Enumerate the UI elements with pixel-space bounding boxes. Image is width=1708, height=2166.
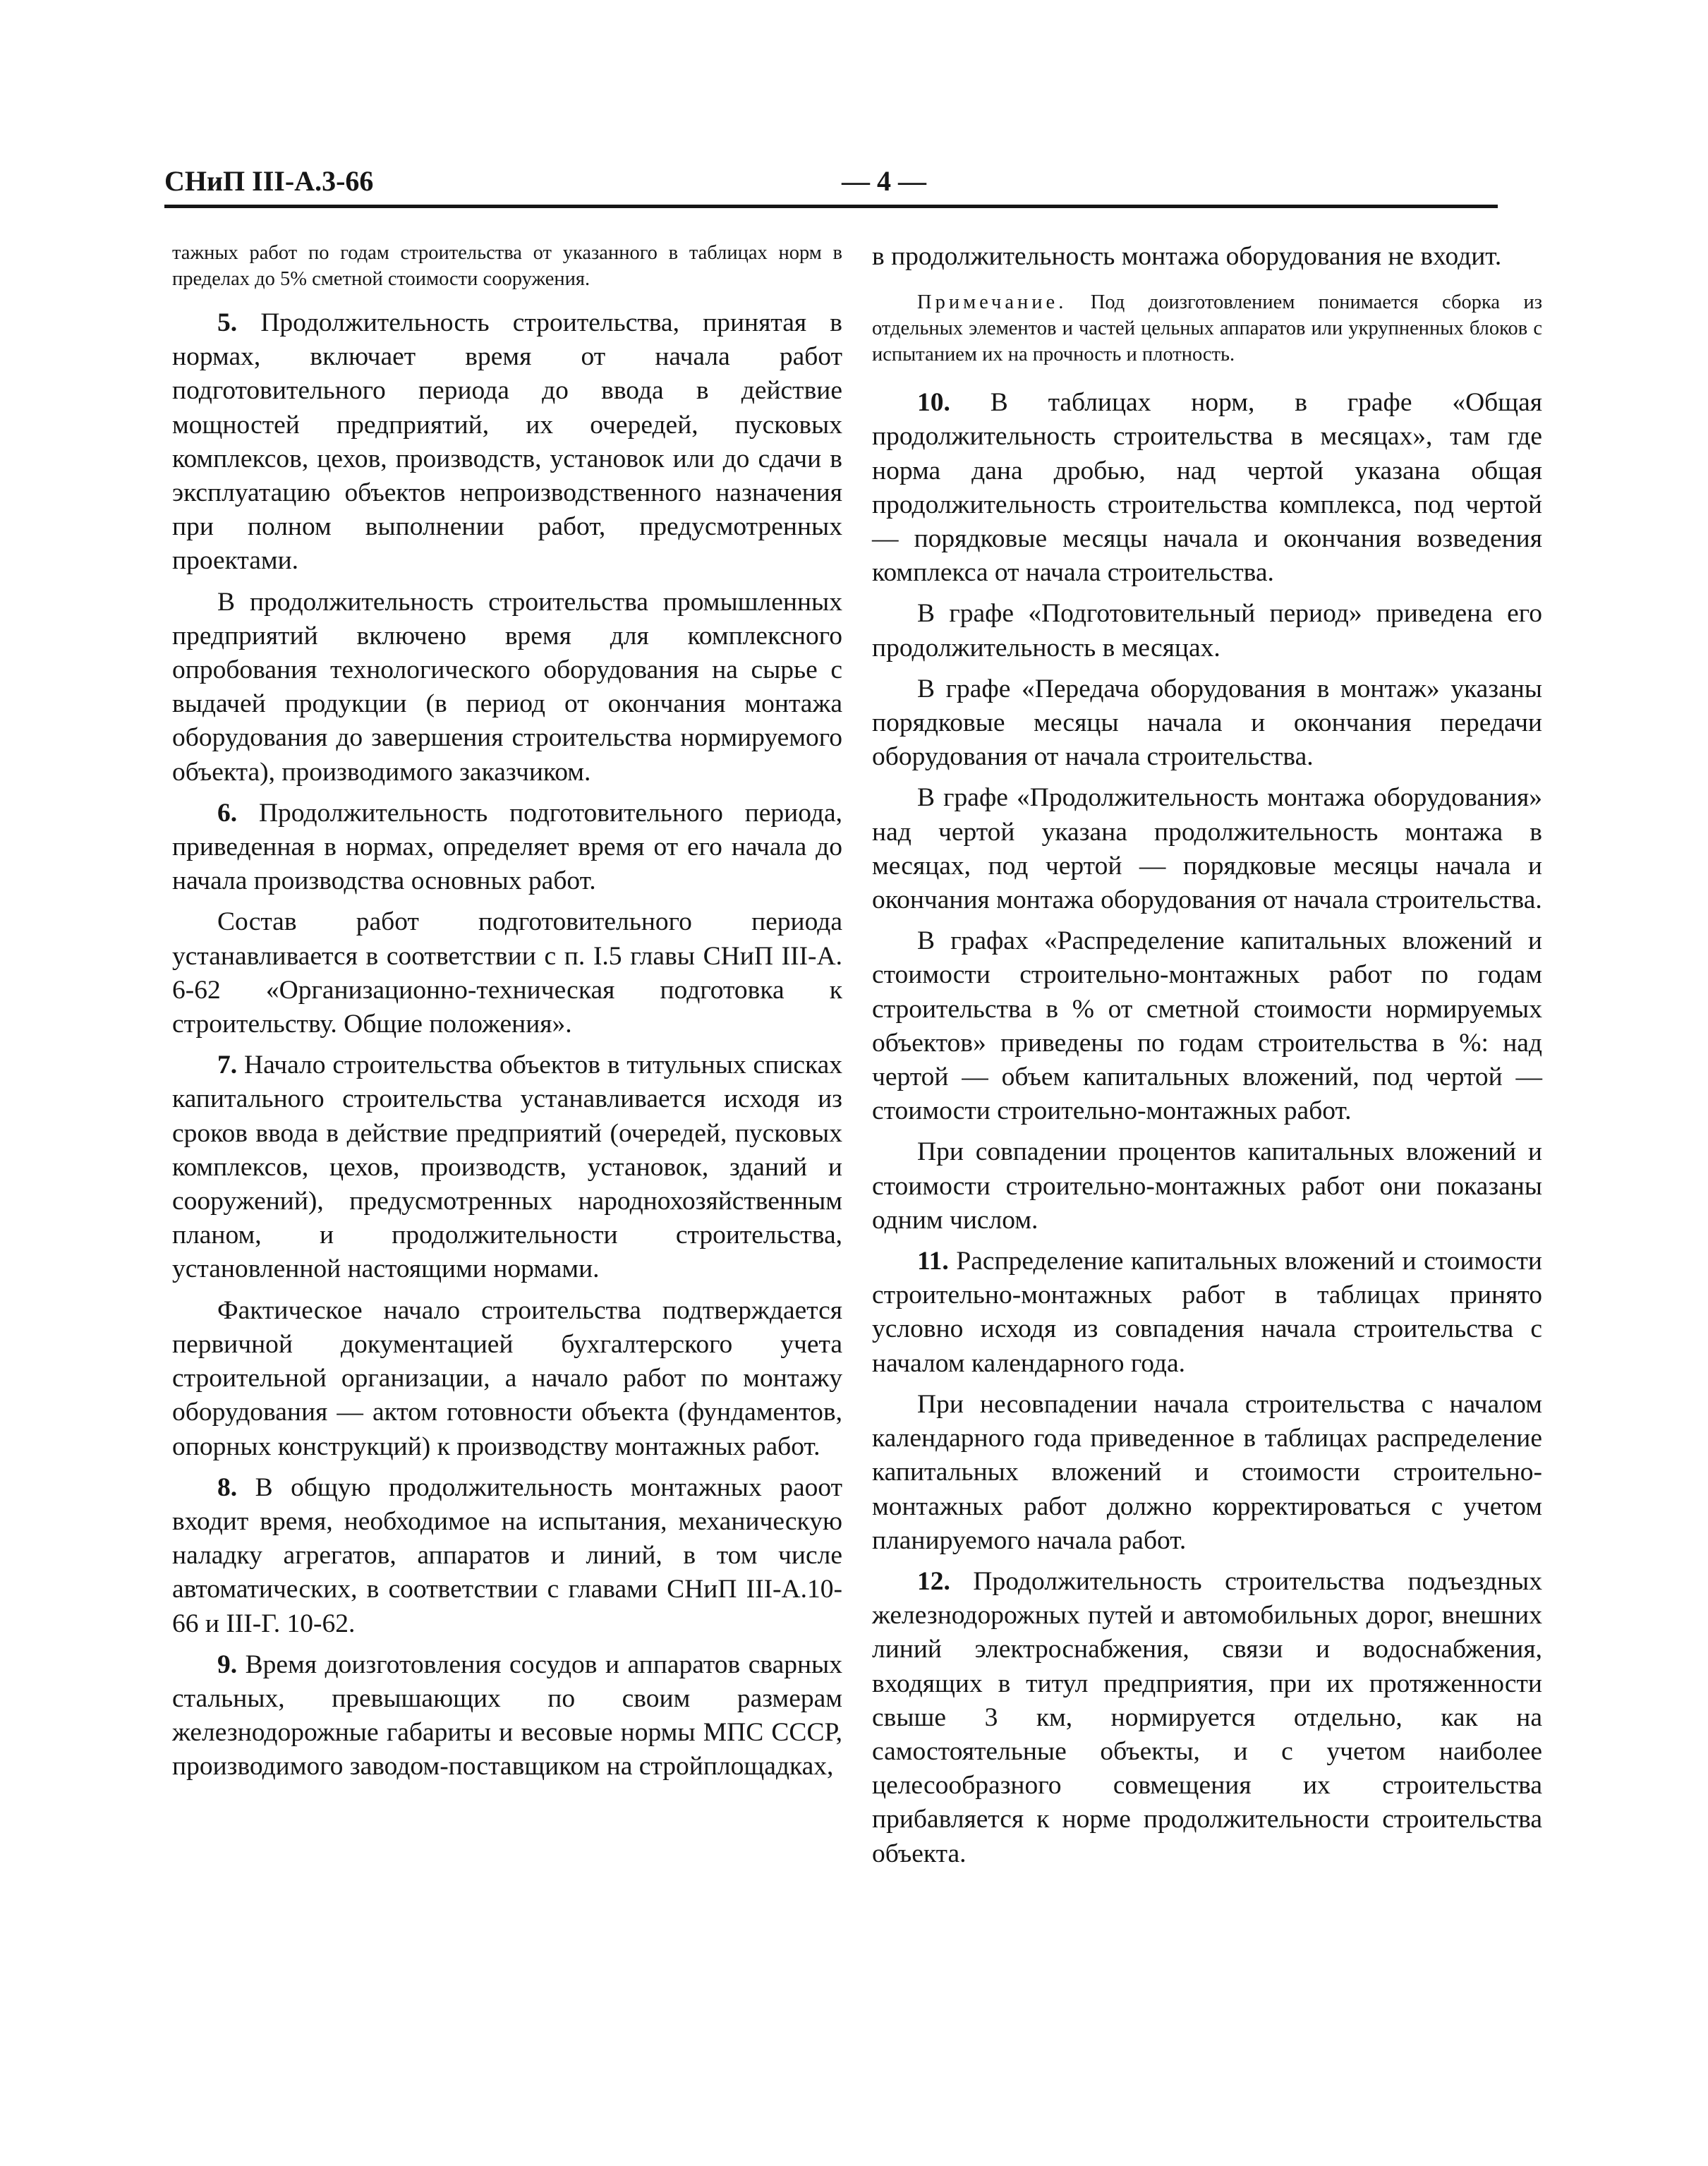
paragraph: При несовпадении начала строительства с началом календарного года приведенное в таблицах распределение капитальных вложений и стоимости строительно-монтажных работ должно корректироваться с учетом планируемого начала работ. xyxy=(872,1389,1542,1555)
clause-text: В общую продолжительность монтажных раоот входит время, необходимое на испытания, механическую наладку агрегатов, аппаратов и линий, в том числе автоматических, в соответствии с главами СНиП III-А.10-66 и III-Г. 10-62. xyxy=(172,1472,843,1638)
clause-number: 11. xyxy=(917,1247,949,1276)
clause-text: Начало строительства объектов в титульных списках капитального строительства устанавливается исходя из сроков ввода в действие предприятий (очередей, пусковых комплексов, цехов, производств, установок, зданий и сооружений), предусмотренных народнохозяйственным планом, и продолжительности строительства, установленной настоящими нормами. xyxy=(172,1051,843,1284)
continuation-text: в продолжительность монтажа оборудования не входит. xyxy=(872,242,1502,271)
paragraph: Фактическое начало строительства подтверждается первичной документацией бухгалтерского учета строительной организации, а начало работ по монтажу оборудования — актом готовности объекта (фундаментов, опорных конструкций) к производству монтажных работ. xyxy=(172,1295,842,1461)
right-column xyxy=(872,240,1542,2046)
document-code: СНиП III-А.3-66 xyxy=(164,165,374,197)
clause-number: 8. xyxy=(217,1472,238,1502)
clause-number: 12. xyxy=(917,1566,950,1596)
page-header xyxy=(164,164,1498,206)
paragraph: В графе «Передача оборудования в монтаж» указаны порядковые месяцы начала и окончания передачи оборудования от начала строительства. xyxy=(872,674,1542,772)
paragraph: Состав работ подготовительного периода устанавливается в соответствии с п. I.5 главы СНиП III-А. 6-62 «Организационно-техническая подготовка к строительству. Общие положения». xyxy=(172,907,842,1039)
clause-9 xyxy=(172,1648,842,1784)
clause-6 xyxy=(172,797,842,899)
note-label: Примечание. xyxy=(917,291,1067,314)
note-text: Под доизготовлением понимается сборка из отдельных элементов и частей цельных аппаратов или укрупненных блоков с испытанием их на прочность и плотность. xyxy=(872,291,1542,366)
clause-10 xyxy=(872,386,1542,590)
clause-8 xyxy=(172,1471,842,1641)
paragraph: При совпадении процентов капитальных вложений и стоимости строительно-монтажных работ они показаны одним числом. xyxy=(872,1137,1542,1235)
clause-number: 7. xyxy=(217,1051,238,1080)
left-column xyxy=(172,240,842,2046)
clause-number: 10. xyxy=(917,388,950,418)
clause-7 xyxy=(172,1048,842,1286)
clause-12 xyxy=(872,1565,1542,1871)
note xyxy=(872,289,1542,368)
page-number: — 4 — xyxy=(842,165,926,197)
clause-5 xyxy=(172,306,842,579)
clause-number: 6. xyxy=(217,798,238,828)
clause-text: Время доизготовления сосудов и аппаратов сварных стальных, превышающих по своим размерам железнодорожные габариты и весовые нормы МПС СССР, производимого заводом-поставщиком на стройплощадках, xyxy=(172,1650,843,1781)
clause-text: Продолжительность подготовительного периода, приведенная в нормах, определяет время от его начала до начала производства основных работ. xyxy=(172,798,842,896)
clause-text: В таблицах норм, в графе «Общая продолжительность строительства в месяцах», там где норма дана дробью, над чертой указана общая продолжительность строительства комплекса, под чертой — порядковые месяцы начала и окончания возведения комплекса от начала строительства. xyxy=(872,388,1543,588)
clause-number: 5. xyxy=(217,308,238,337)
paragraph: В графе «Продолжительность монтажа оборудования» над чертой указана продолжительность монтажа в месяцах, под чертой — порядковые месяцы начала и окончания монтажа оборудования от начала строительства. xyxy=(872,783,1542,915)
paragraph: В графах «Распределение капитальных вложений и стоимости строительно-монтажных работ по годам строительства в % от сметной стоимости нормируемых объектов» приведены по годам строительства в %: над чертой — объем капитальных вложений, под чертой — стоимости строительно-монтажных работ. xyxy=(872,926,1542,1126)
header-rule xyxy=(164,205,1498,208)
clause-text: Распределение капитальных вложений и стоимости строительно-монтажных работ в таблицах принято условно исходя из совпадения начала строительства с началом календарного года. xyxy=(872,1247,1543,1378)
paragraph: В графе «Подготовительный период» приведена его продолжительность в месяцах. xyxy=(872,599,1542,662)
paragraph: В продолжительность строительства промышленных предприятий включено время для комплексного опробования технологического оборудования на сырье с выдачей продукции (в период от окончания монтажа оборудования до завершения строительства нормируемого объекта), производимого заказчиком. xyxy=(172,587,842,787)
clause-text: Продолжительность строительства подъездных железнодорожных путей и автомобильных дорог, внешних линий электроснабжения, связи и водоснабжения, входящих в титул предприятия, при их протяженности свыше 3 км, нормируется отдельно, как на самостоятельные объекты, и с учетом наиболее целесообразного совмещения их строительства прибавляется к норме продолжительности строительства объекта. xyxy=(872,1566,1542,1868)
clause-11 xyxy=(872,1245,1542,1381)
clause-text: Продолжительность строительства, принятая в нормах, включает время от начала работ подготовительного периода до ввода в действие мощностей предприятий, их очередей, пусковых комплексов, цехов, производств, установок или до сдачи в эксплуатацию объектов непроизводственного назначения при полном выполнении работ, предусмотренных проектами. xyxy=(172,308,842,576)
continuation-text: тажных работ по годам строительства от указанного в таблицах норм в пределах до 5% сметной стоимости сооружения. xyxy=(172,242,842,290)
clause-number: 9. xyxy=(217,1650,238,1679)
